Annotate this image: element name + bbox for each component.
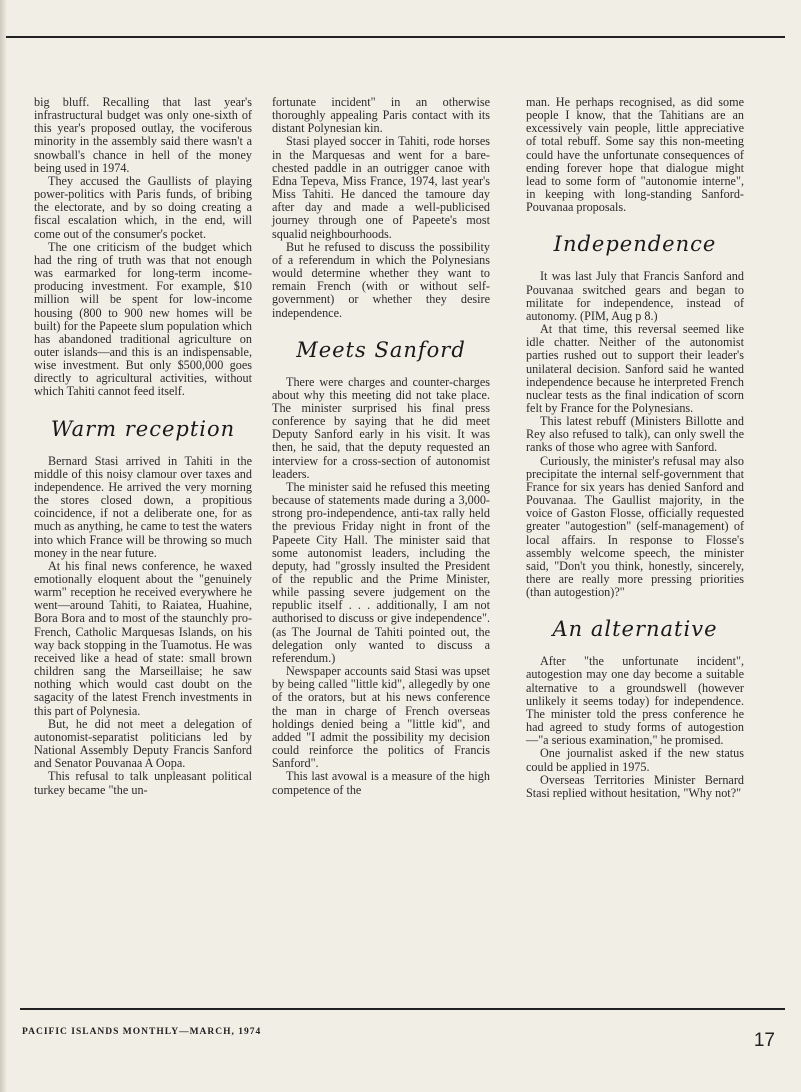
paragraph: Stasi played soccer in Tahiti, rode horses in the Marquesas and went for a bare-chested paddle in an outrigger canoe with Edna Tepeva, Miss France, 1974, last year's Miss Tahiti. He danced the tamoure day after day and made a well-publicised journey through one of Papeete's most squalid neighbourhoods. [272, 134, 490, 241]
subheading-independence: Independence [553, 232, 717, 257]
article-column-3 [526, 96, 744, 800]
paragraph: One journalist asked if the new status could be applied in 1975. [526, 746, 744, 774]
paragraph: There were charges and counter-charges about why this meeting did not take place. The minister surprised his final press conference by saying that he did meet Deputy Sanford early in his visit. It was then, he said, that the deputy requested an interview for a cross-section of autonomist leaders. [272, 374, 490, 481]
binding-edge [0, 0, 6, 1092]
paragraph: Curiously, the minister's refusal may also precipitate the internal self-government that France for six years has denied Sanford and Pouvanaa. The Gaullist majority, in the voice of Gaston Flosse, officially requested greater "autogestion" (self-management) of local affairs. In response to Flosse's assembly welcome speech, the minister said, "Don't you think, honestly, sincerely, there are really more pressing priorities (than autogestion)?" [526, 453, 744, 600]
paragraph: At his final news conference, he waxed emotionally eloquent about the "genuinely warm" reception he received everywhere he went—around Tahiti, to Raiatea, Huahine, Bora Bora and to most of the staunchly pro-French, Catholic Marquesas Islands, on his way back stopping in the Tuamotus. He was received like a head of state: small brown children sang the Marseillaise; he saw nothing which would cast doubt on the sagacity of the latest French investments in this part of Polynesia. [34, 558, 252, 718]
page-number: 17 [753, 1030, 775, 1051]
paragraph: They accused the Gaullists of playing power-politics with Paris funds, of bribing the electorate, and by so doing creating a fiscal escalation which, in the end, will come out of the consumer's pocket. [34, 173, 252, 241]
paragraph: After "the unfortunate incident", autogestion may one day become a suitable alternative to a groundswell (however unlikely it seems today) for independence. The minister told the press conference he had agreed to study forms of autogestion—"a serious examination," he promised. [526, 654, 744, 748]
top-rule [6, 36, 785, 38]
article-column-1 [34, 96, 252, 797]
paragraph: fortunate incident" in an otherwise thoroughly appealing Paris contact with its distant Polynesian kin. [272, 95, 490, 136]
subheading-meets-sanford: Meets Sanford [296, 337, 466, 362]
publication-footer: PACIFIC ISLANDS MONTHLY—MARCH, 1974 [22, 1027, 262, 1037]
paragraph: Newspaper accounts said Stasi was upset by being called "little kid", allegedly by one of the orators, but at his news conference the man in charge of French overseas holdings denied being a "little kid", and added "I admit the possibility my decision could reinforce the politics of Francis Sanford". [272, 664, 490, 771]
paragraph: The minister said he refused this meeting because of statements made during a 3,000-strong pro-independence, anti-tax rally held the previous Friday night in front of the Papeete City Hall. The minister said that some autonomist leaders, including the deputy, had "grossly insulted the President of the republic and the Prime Minister, while passing severe judgement on the republic itself . . . additionally, I am not authorised to discuss or give independence". (as The Journal de Tahiti pointed out, the delegation only wanted to discuss a referendum.) [272, 479, 490, 665]
paragraph: But, he did not meet a delegation of autonomist-separatist politicians led by National Assembly Deputy Francis Sanford and Senator Pouvanaa A Oopa. [34, 716, 252, 771]
paragraph: Overseas Territories Minister Bernard Stasi replied without hesitation, "Why not?" [526, 772, 744, 800]
paragraph: At that time, this reversal seemed like idle chatter. Neither of the autonomist parties rushed out to support their leader's unilateral decision. Sanford said he wanted independence because he interpreted French nuclear tests as the final indication of scorn felt by France for the Polynesians. [526, 322, 744, 415]
paragraph: This refusal to talk unpleasant political turkey became "the un- [34, 769, 252, 797]
paragraph: Bernard Stasi arrived in Tahiti in the middle of this noisy clamour over taxes and independence. He arrived the very morning the stores closed down, a propitious coincidence, if not a deliberate one, for as much as anything, he came to test the waters into which France will be throwing so much money in the near future. [34, 453, 252, 560]
paragraph: It was last July that Francis Sanford and Pouvanaa switched gears and began to militate for independence, instead of autonomy. (PIM, Aug p 8.) [526, 269, 744, 323]
subheading-warm-reception: Warm reception [50, 416, 236, 441]
paragraph: But he refused to discuss the possibility of a referendum in which the Polynesians would determine whether they want to remain French (with or without self-government) or whether they desire independence. [272, 239, 490, 320]
paragraph: This latest rebuff (Ministers Billotte and Rey also refused to talk), can only swell the ranks of those who agree with Sanford. [526, 414, 744, 455]
article-column-2 [272, 96, 490, 797]
paragraph: The one criticism of the budget which had the ring of truth was that not enough was earmarked for long-term income-producing investment. For example, $10 million will be spent for low-income housing (800 to 900 new homes will be built) for the Papeete slum population which has abandoned traditional agriculture on outer islands—and this is an indispensable, wise investment. But only $500,000 goes directly to agricultural activities, without which Tahiti cannot feed itself. [34, 239, 252, 399]
paragraph: This last avowal is a measure of the high competence of the [272, 769, 490, 797]
paragraph: big bluff. Recalling that last year's infrastructural budget was only one-sixth of this year's proposed outlay, the vociferous minority in the assembly said there wasn't a snowball's chance in hell of the money being used in 1974. [34, 95, 252, 175]
subheading-an-alternative: An alternative [552, 617, 718, 642]
bottom-rule [20, 1008, 785, 1010]
paragraph: man. He perhaps recognised, as did some people I know, that the Tahitians are an excessively vain people, little appreciative of total rebuff. Some say this non-meeting could have the unfortunate consequences of ending forever hope that dialogue might lead to some form of "autonomie interne", in keeping with long-standing Sanford-Pouvanaa proposals. [526, 95, 744, 215]
